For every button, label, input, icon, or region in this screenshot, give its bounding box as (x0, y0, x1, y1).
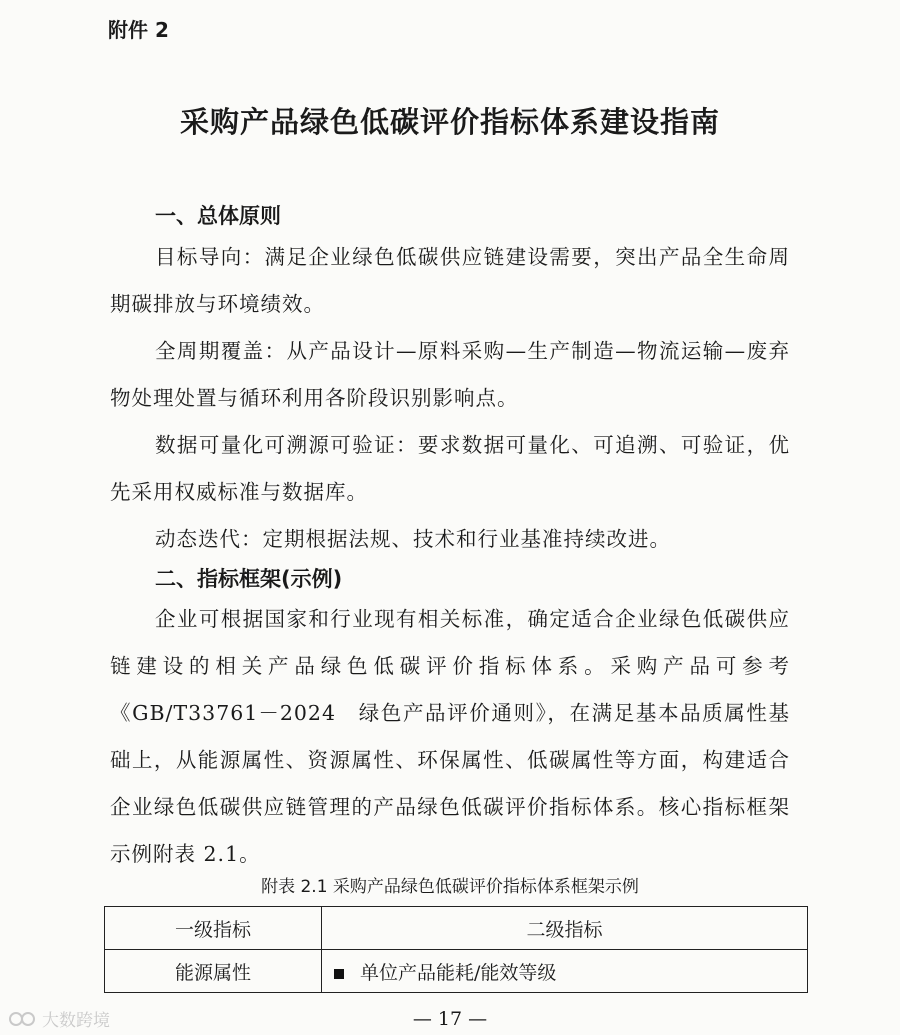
table-cell-level2 (322, 950, 808, 993)
document-title: 采购产品绿色低碳评价指标体系建设指南 (179, 105, 720, 139)
indicator-table (104, 906, 808, 993)
section-heading-principles: 一、总体原则 (155, 204, 281, 228)
square-bullet-icon (334, 969, 344, 979)
section-heading-framework: 二、指标框架(示例) (155, 567, 343, 591)
table-header-row (105, 907, 808, 950)
table-cell-level2-text: 单位产品能耗/能效等级 (360, 961, 557, 984)
paragraph-data-quantifiable: 数据可量化可溯源可验证：要求数据可量化、可追溯、可验证，优先采用权威标准与数据库。 (110, 433, 790, 504)
paragraph-dynamic-iteration: 动态迭代：定期根据法规、技术和行业基准持续改进。 (155, 527, 671, 551)
watermark-logo-icon (8, 1009, 38, 1029)
watermark-text: 大数跨境 (42, 1011, 110, 1031)
table-caption: 附表 2.1 采购产品绿色低碳评价指标体系框架示例 (261, 877, 639, 897)
page-number: — 17 — (412, 1008, 488, 1030)
paragraph-goal-orientation: 目标导向：满足企业绿色低碳供应链建设需要，突出产品全生命周期碳排放与环境绩效。 (110, 245, 790, 316)
table-header-level2: 二级指标 (322, 907, 808, 950)
attachment-label: 附件 2 (108, 18, 169, 42)
table-cell-level1: 能源属性 (105, 950, 322, 993)
table-header-level1: 一级指标 (105, 907, 322, 950)
paragraph-framework-body: 企业可根据国家和行业现有相关标准，确定适合企业绿色低碳供应链建设的相关产品绿色低碳评价指标体系。采购产品可参考《GB/T33761－2024 绿色产品评价通则》，在满足基本品质属性基础上，从能源属性、资源属性、环保属性、低碳属性等方面，构建适合企业绿色低碳供应链管理的产品绿色低碳评价指标体系。核心指标框架示例附表 2.1。 (110, 607, 790, 866)
watermark (8, 1006, 110, 1031)
paragraph-full-cycle: 全周期覆盖：从产品设计—原料采购—生产制造—物流运输—废弃物处理处置与循环利用各阶段识别影响点。 (110, 339, 790, 410)
table-row (105, 950, 808, 993)
